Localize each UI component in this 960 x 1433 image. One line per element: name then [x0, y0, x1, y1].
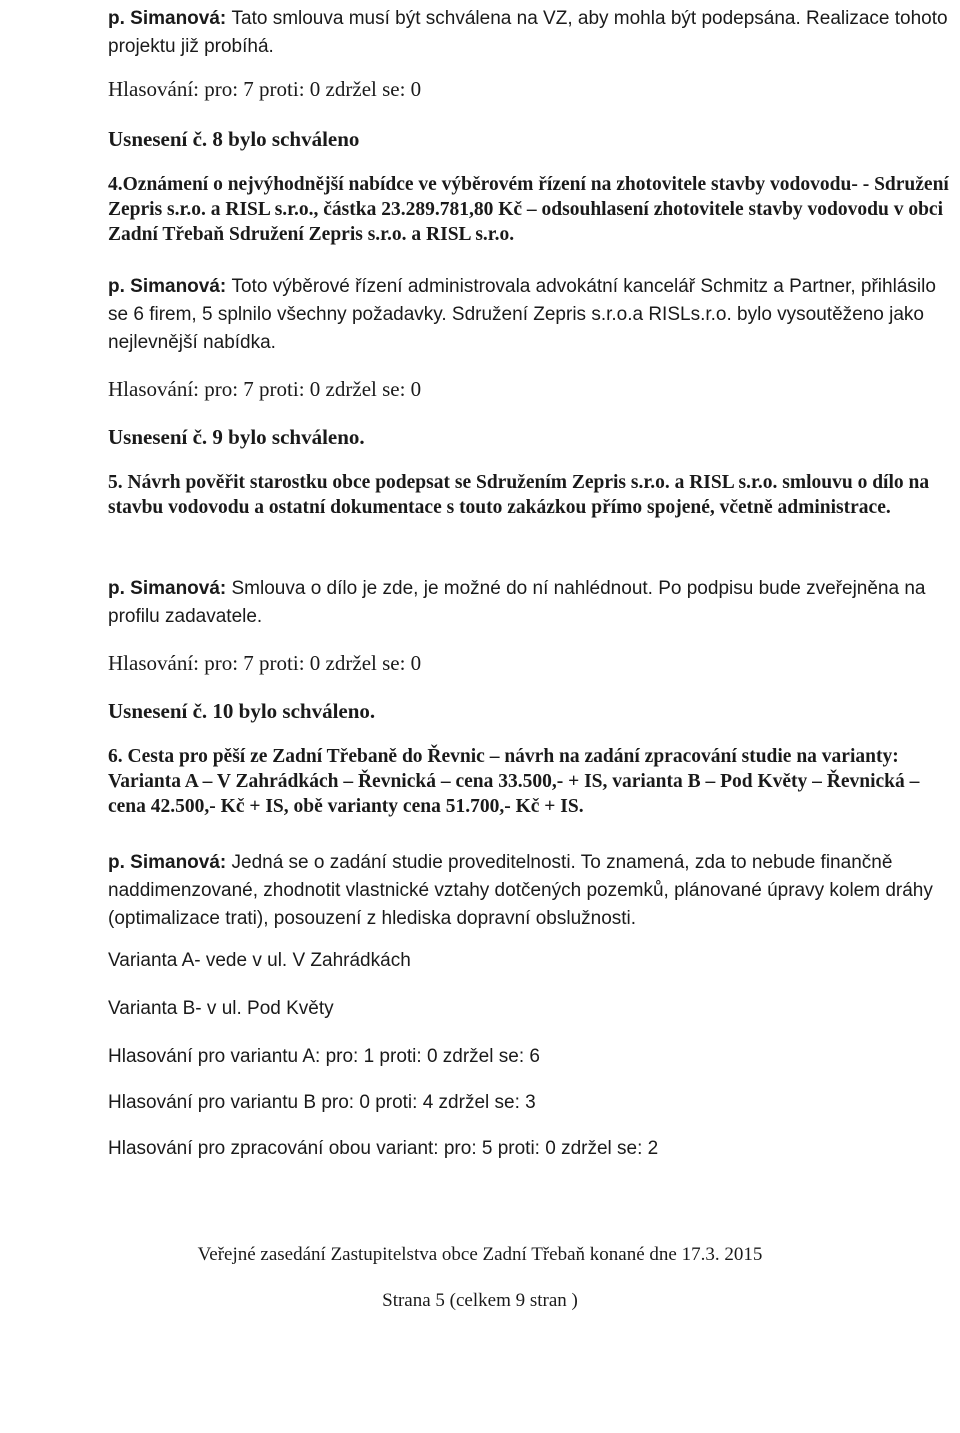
simanova-comment-2 — [108, 272, 958, 356]
speaker-text: Smlouva o dílo je zde, je možné do ní nahlédnout. Po podpisu bude zveřejněna na profilu zadavatele. — [108, 578, 926, 627]
vote-line-3: Hlasování: pro: 7 proti: 0 zdržel se: 0 — [108, 651, 422, 675]
simanova-comment-4 — [108, 848, 958, 932]
simanova-comment-1 — [108, 4, 958, 60]
vote-both-variants: Hlasování pro zpracování obou variant: pro: 5 proti: 0 zdržel se: 2 — [108, 1138, 659, 1159]
simanova-comment-3 — [108, 574, 958, 630]
footer-page-number: Strana 5 (celkem 9 stran ) — [382, 1290, 578, 1311]
vote-variant-a: Hlasování pro variantu A: pro: 1 proti: 0 zdržel se: 6 — [108, 1046, 540, 1067]
resolution-10: Usnesení č. 10 bylo schváleno. — [108, 699, 376, 723]
speaker-label: p. Simanová: — [108, 578, 227, 599]
speaker-text: Toto výběrové řízení administrovala advokátní kancelář Schmitz a Partner, přihlásilo se 6 firem, 5 splnilo všechny požadavky. Sdružení Zepris s.r.o.a RISLs.r.o. bylo vysoutěženo jako nejlevnější nabídka. — [108, 276, 936, 353]
agenda-item-4: 4.Oznámení o nejvýhodnější nabídce ve výběrovém řízení na zhotovitele stavby vodovodu- - Sdružení Zepris s.r.o. a RISL s.r.o., částka 23.289.781,80 Kč – odsouhlasení zhotovitele stavby vodovodu v obci Zadní Třebaň Sdružení Zepris s.r.o. a RISL s.r.o. — [108, 174, 949, 245]
vote-line-2: Hlasování: pro: 7 proti: 0 zdržel se: 0 — [108, 377, 422, 401]
speaker-label: p. Simanová: — [108, 276, 227, 297]
speaker-text: Jedná se o zadání studie proveditelnosti. To znamená, zda to nebude finančně naddimenzované, zhodnotit vlastnické vztahy dotčených pozemků, plánované úpravy kolem dráhy (optimalizace trati), posouzení z hlediska dopravní obslužnosti. — [108, 852, 933, 929]
agenda-item-6: 6. Cesta pro pěší ze Zadní Třebaně do Řevnic – návrh na zadání zpracování studie na varianty: Varianta A – V Zahrádkách – Řevnická – cena 33.500,- + IS, varianta B – Pod Květy – Řevnická – cena 42.500,- Kč + IS, obě varianty cena 51.700,- Kč + IS. — [108, 746, 920, 817]
footer-meeting-info: Veřejné zasedání Zastupitelstva obce Zadní Třebaň konané dne 17.3. 2015 — [197, 1244, 763, 1265]
variant-b-description: Varianta B- v ul. Pod Květy — [108, 998, 334, 1019]
speaker-text: Tato smlouva musí být schválena na VZ, aby mohla být podepsána. Realizace tohoto projektu již probíhá. — [108, 8, 948, 57]
resolution-9: Usnesení č. 9 bylo schváleno. — [108, 425, 365, 449]
variant-a-description: Varianta A- vede v ul. V Zahrádkách — [108, 950, 411, 971]
vote-variant-b: Hlasování pro variantu B pro: 0 proti: 4 zdržel se: 3 — [108, 1092, 536, 1113]
speaker-label: p. Simanová: — [108, 8, 227, 29]
resolution-8: Usnesení č. 8 bylo schváleno — [108, 127, 360, 151]
speaker-label: p. Simanová: — [108, 852, 227, 873]
agenda-item-5: 5. Návrh pověřit starostku obce podepsat se Sdružením Zepris s.r.o. a RISL s.r.o. smlouvu o dílo na stavbu vodovodu a ostatní dokumentace s touto zakázkou přímo spojené, včetně administrace. — [108, 472, 930, 518]
vote-line-1: Hlasování: pro: 7 proti: 0 zdržel se: 0 — [108, 77, 422, 101]
